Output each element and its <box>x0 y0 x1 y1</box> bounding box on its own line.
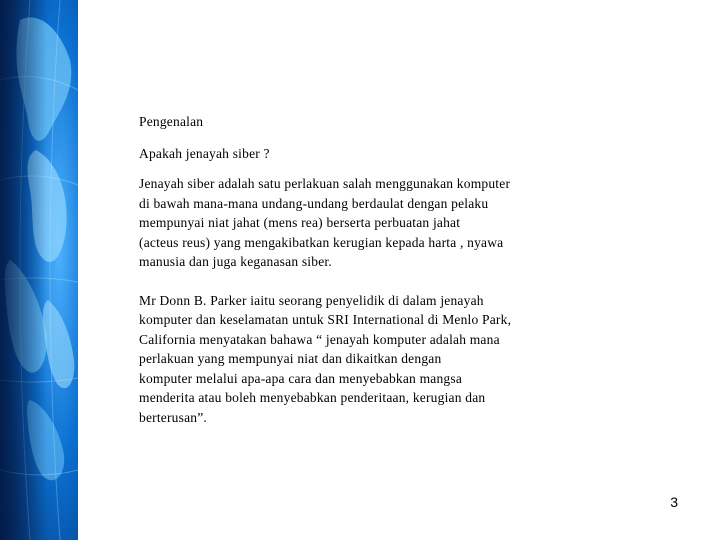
paragraph-line: menderita atau boleh menyebabkan penderitaan, kerugian dan <box>139 390 486 405</box>
paragraph-line: manusia dan juga keganasan siber. <box>139 254 332 269</box>
paragraph-line: Jenayah siber adalah satu perlakuan salah menggunakan komputer <box>139 176 511 191</box>
question-heading: Apakah jenayah siber ? <box>139 146 270 161</box>
quote-paragraph <box>139 291 579 428</box>
slide-title: Pengenalan <box>139 114 204 129</box>
paragraph-line: Mr Donn B. Parker iaitu seorang penyelidik di dalam jenayah <box>139 292 484 308</box>
paragraph-line: perlakuan yang mempunyai niat dan dikaitkan dengan <box>139 351 442 366</box>
paragraph-line: mempunyai niat jahat (mens rea) berserta perbuatan jahat <box>139 215 461 230</box>
paragraph-line: komputer dan keselamatan untuk SRI International di Menlo Park, <box>139 312 512 327</box>
paragraph-line: di bawah mana-mana undang-undang berdaulat dengan pelaku <box>139 195 489 211</box>
paragraph-line: komputer melalui apa-apa cara dan menyebabkan mangsa <box>139 370 463 386</box>
globe-image <box>0 0 78 540</box>
globe-decoration <box>0 0 78 540</box>
paragraph-line: berterusan”. <box>139 409 207 425</box>
paragraph-line: (acteus reus) yang mengakibatkan kerugian kepada harta , nyawa <box>139 234 504 250</box>
page-number: 3 <box>670 494 678 510</box>
definition-paragraph <box>139 174 579 272</box>
paragraph-line: California menyatakan bahawa “ jenayah komputer adalah mana <box>139 331 500 347</box>
slide-content <box>139 112 579 427</box>
